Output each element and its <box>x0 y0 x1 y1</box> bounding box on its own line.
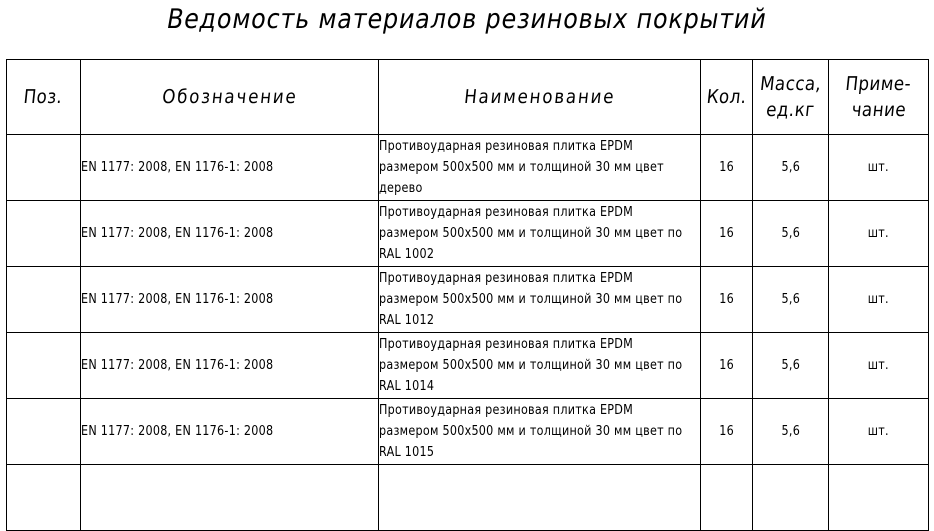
qty-cell: 16 <box>701 333 753 399</box>
name-cell: Противоударная резиновая плитка EPDM размером 500х500 мм и толщиной 30 мм цвет по RAL 1014 <box>379 333 701 399</box>
empty-cell <box>7 465 81 531</box>
header-pos: Поз. <box>7 60 81 135</box>
sheet-title: Ведомость материалов резиновых покрытий <box>164 4 770 35</box>
name-cell: Противоударная резиновая плитка EPDM размером 500х500 мм и толщиной 30 мм цвет по RAL 1015 <box>379 399 701 465</box>
pos-cell <box>7 201 81 267</box>
qty-cell: 16 <box>701 201 753 267</box>
empty-cell <box>379 465 701 531</box>
designation-cell: EN 1177: 2008, EN 1176-1: 2008 <box>81 135 379 201</box>
table-row-cutoff <box>7 465 929 531</box>
pos-cell <box>7 333 81 399</box>
table-row <box>7 201 929 267</box>
name-cell: Противоударная резиновая плитка EPDM размером 500х500 мм и толщиной 30 мм цвет дерево <box>379 135 701 201</box>
table-row <box>7 135 929 201</box>
qty-cell: 16 <box>701 135 753 201</box>
empty-cell <box>829 465 929 531</box>
header-note: Приме- чание <box>829 60 929 135</box>
header-mass: Масса, ед.кг <box>753 60 829 135</box>
header-designation: Обозначение <box>81 60 379 135</box>
note-cell: шт. <box>829 201 929 267</box>
empty-cell <box>81 465 379 531</box>
mass-cell: 5,6 <box>753 399 829 465</box>
note-cell: шт. <box>829 267 929 333</box>
designation-cell: EN 1177: 2008, EN 1176-1: 2008 <box>81 333 379 399</box>
pos-cell <box>7 399 81 465</box>
note-cell: шт. <box>829 135 929 201</box>
designation-cell: EN 1177: 2008, EN 1176-1: 2008 <box>81 267 379 333</box>
empty-cell <box>701 465 753 531</box>
name-cell: Противоударная резиновая плитка EPDM размером 500х500 мм и толщиной 30 мм цвет по RAL 1002 <box>379 201 701 267</box>
table-row <box>7 267 929 333</box>
mass-cell: 5,6 <box>753 333 829 399</box>
qty-cell: 16 <box>701 399 753 465</box>
mass-cell: 5,6 <box>753 267 829 333</box>
designation-cell: EN 1177: 2008, EN 1176-1: 2008 <box>81 201 379 267</box>
mass-cell: 5,6 <box>753 201 829 267</box>
header-name: Наименование <box>379 60 701 135</box>
table-row <box>7 333 929 399</box>
designation-cell: EN 1177: 2008, EN 1176-1: 2008 <box>81 399 379 465</box>
note-cell: шт. <box>829 333 929 399</box>
pos-cell <box>7 135 81 201</box>
table-row <box>7 399 929 465</box>
qty-cell: 16 <box>701 267 753 333</box>
name-cell: Противоударная резиновая плитка EPDM размером 500х500 мм и толщиной 30 мм цвет по RAL 1012 <box>379 267 701 333</box>
mass-cell: 5,6 <box>753 135 829 201</box>
note-cell: шт. <box>829 399 929 465</box>
materials-table <box>6 59 929 531</box>
header-qty: Кол. <box>701 60 753 135</box>
table-header-row <box>7 60 929 135</box>
pos-cell <box>7 267 81 333</box>
empty-cell <box>753 465 829 531</box>
